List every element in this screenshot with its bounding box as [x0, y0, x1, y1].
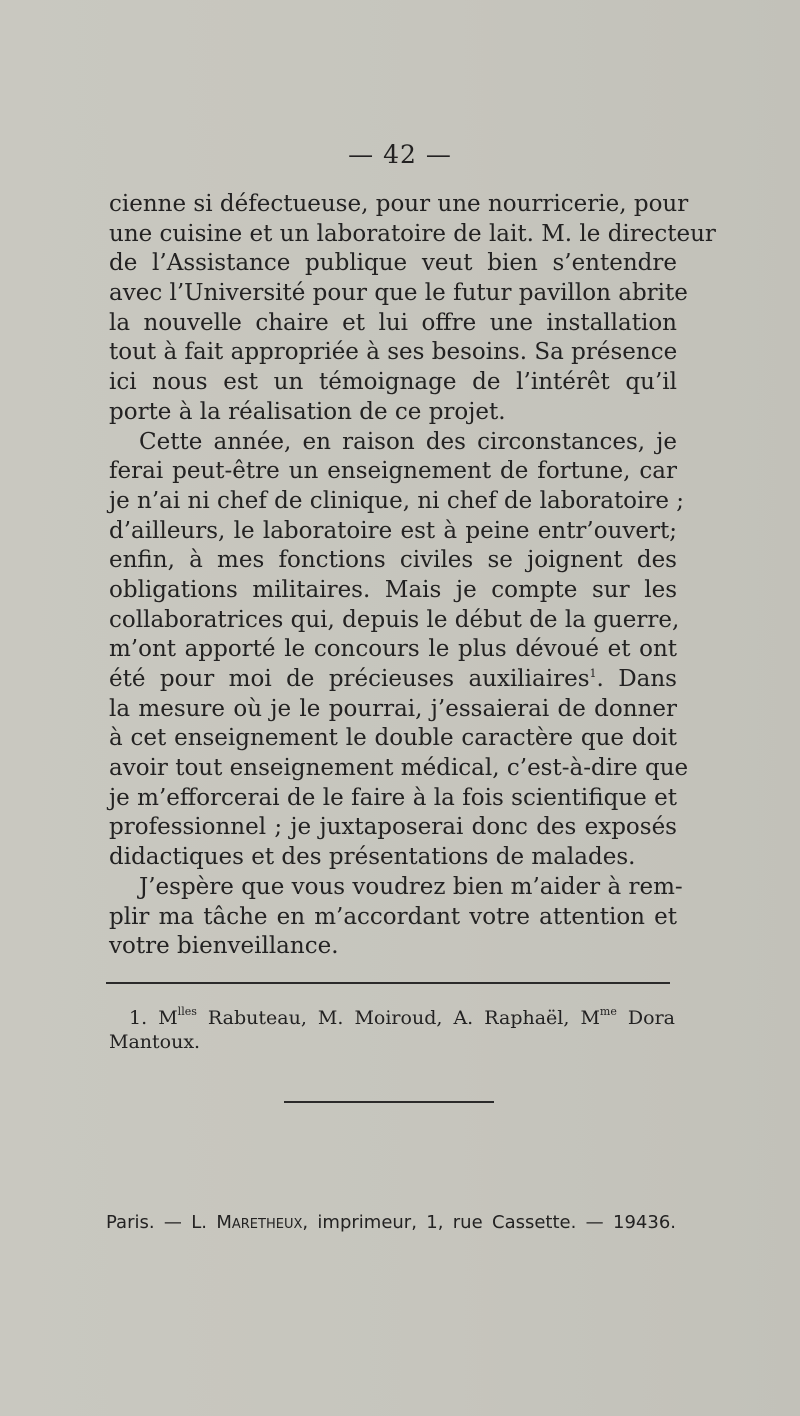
- text-line: la mesure où je le pourrai, j’essaierai de donner: [109, 695, 677, 722]
- text-line: didactiques et des présentations de malades.: [109, 844, 636, 871]
- end-rule: [284, 1101, 494, 1103]
- printer-imprint: [106, 1212, 676, 1233]
- text-line: collaboratrices qui, depuis le début de la guerre,: [109, 606, 680, 633]
- text-segment: . Dans: [596, 666, 677, 692]
- text-line: avoir tout enseignement médical, c’est-à-dire que: [109, 755, 689, 782]
- text-line: J’espère que vous voudrez bien m’aider à rem-: [139, 873, 683, 900]
- text-line: professionnel ; je juxtaposerai donc des exposés: [109, 814, 677, 841]
- text-line: porte à la réalisation de ce projet.: [109, 398, 506, 425]
- printer-name: Maretheux: [216, 1212, 303, 1233]
- text-line: je n’ai ni chef de clinique, ni chef de laboratoire ;: [109, 487, 685, 514]
- footnote-line: [109, 1006, 675, 1030]
- text-line: de l’Assistance publique veut bien s’entendre: [109, 250, 677, 277]
- text-line: Cette année, en raison des circonstances, je: [139, 428, 677, 455]
- text-line: cienne si défectueuse, pour une nourricerie, pour: [109, 191, 689, 217]
- text-line: tout à fait appropriée à ses besoins. Sa présence: [109, 339, 678, 366]
- text-segment: M: [158, 1007, 178, 1029]
- text-line: une cuisine et un laboratoire de lait. M. le directeur: [109, 220, 716, 247]
- text-line: ici nous est un témoignage de l’intérêt qu’il: [109, 369, 677, 396]
- text-segment: été pour moi de précieuses auxiliaires: [109, 666, 590, 692]
- footnote-separator: [106, 982, 670, 984]
- text-segment: Paris. — L.: [106, 1212, 217, 1233]
- footnote: [109, 1006, 675, 1054]
- page-number: — 42 —: [348, 140, 452, 169]
- text-segment: Rabuteau, M. Moiroud, A. Raphaël, M: [196, 1007, 600, 1029]
- superscript: lles: [177, 1005, 197, 1018]
- text-line: votre bienveillance.: [109, 933, 339, 960]
- text-segment: Dora: [616, 1007, 676, 1029]
- text-line: avec l’Université pour que le futur pavillon abrite: [109, 280, 688, 307]
- text-segment: , imprimeur, 1, rue Cassette. — 19436.: [302, 1212, 676, 1233]
- text-line: d’ailleurs, le laboratoire est à peine entr’ouvert;: [109, 517, 677, 544]
- text-line: je m’efforcerai de le faire à la fois scientifique et: [109, 784, 677, 811]
- text-line: m’ont apporté le concours le plus dévoué et ont: [109, 636, 677, 663]
- text-line: ferai peut-être un enseignement de fortune, car: [109, 458, 677, 485]
- superscript: me: [599, 1005, 617, 1018]
- footnote-number: 1.: [129, 1007, 148, 1029]
- text-line: plir ma tâche en m’accordant votre attention et: [109, 903, 677, 930]
- text-line: obligations militaires. Mais je compte sur les: [109, 576, 677, 603]
- text-line: à cet enseignement le double caractère que doit: [109, 725, 677, 752]
- footnote-reference: 1: [589, 667, 597, 680]
- footnote-line: Mantoux.: [109, 1031, 201, 1053]
- text-line: enfin, à mes fonctions civiles se joignent des: [109, 547, 677, 574]
- text-line: la nouvelle chaire et lui offre une installation: [109, 309, 677, 336]
- text-line-with-note: [109, 665, 677, 695]
- main-text: [109, 190, 716, 962]
